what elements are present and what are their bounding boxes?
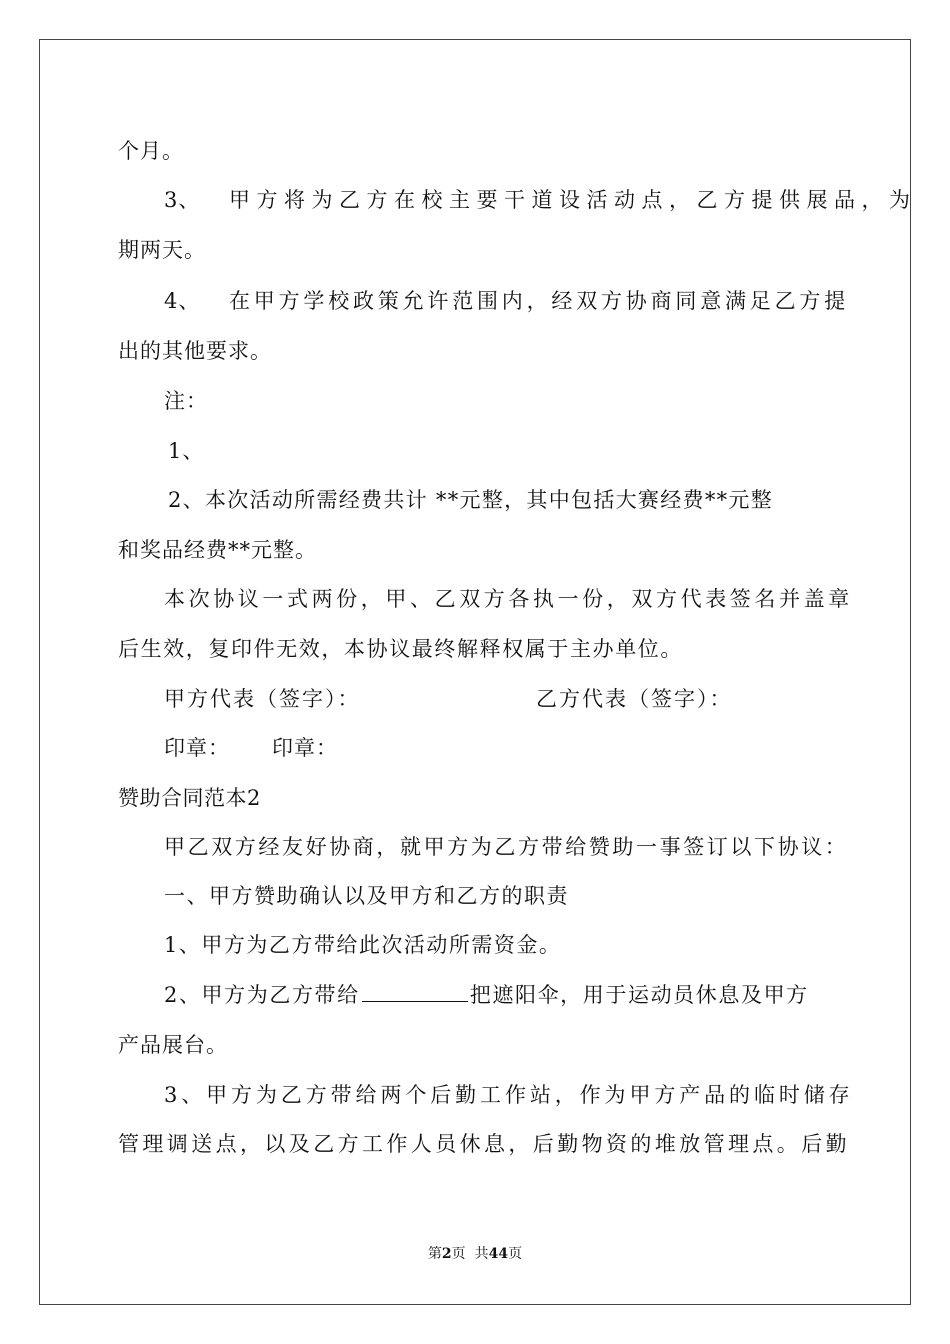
item-4-number: 4、 — [164, 289, 201, 313]
intro-paragraph: 甲乙双方经友好协商，就甲方为乙方带给赞助一事签订以下协议： — [164, 835, 849, 859]
item-4-text: 在甲方学校政策允许范围内，经双方协商同意满足乙方提 — [229, 289, 849, 313]
clause-2-suffix: 把遮阳伞，用于运动员休息及甲方 — [469, 983, 809, 1007]
section-title: 赞助合同范本2 — [118, 786, 261, 810]
footer-suffix: 页 — [508, 1246, 523, 1262]
clause-2 — [164, 981, 809, 1009]
clause-1: 1、甲方为乙方带给此次活动所需资金。 — [164, 933, 562, 957]
page-border — [39, 39, 911, 1305]
section-heading-1: 一、甲方赞助确认以及甲方和乙方的职责 — [164, 884, 569, 908]
item-3-number: 3、 — [164, 188, 201, 212]
clause-3: 3、甲方为乙方带给两个后勤工作站，作为甲方产品的临时储存 — [164, 1083, 854, 1107]
fill-in-blank — [362, 981, 468, 1002]
page-footer — [0, 1245, 950, 1263]
note-item-2-continuation: 和奖品经费**元整。 — [118, 538, 317, 562]
item-3-text: 甲方将为乙方在校主要干道设活动点，乙方提供展品，为 — [229, 188, 917, 212]
party-b-seal-label: 印章： — [272, 736, 338, 760]
item-3-continuation: 期两天。 — [118, 238, 206, 262]
agreement-continuation: 后生效，复印件无效，本协议最终解释权属于主办单位。 — [118, 637, 683, 661]
party-a-signature-label: 甲方代表（签字）： — [164, 687, 361, 711]
note-item-1: 1、 — [168, 439, 205, 463]
clause-2-continuation: 产品展台。 — [118, 1033, 228, 1057]
footer-prefix: 第 — [427, 1246, 442, 1262]
footer-mid: 页 共 — [451, 1246, 489, 1262]
paragraph-continuation: 个月。 — [118, 139, 184, 163]
note-item-2: 2、本次活动所需经费共计 **元整，其中包括大赛经费**元整 — [168, 488, 774, 512]
item-4-continuation: 出的其他要求。 — [118, 339, 272, 363]
party-b-signature-label: 乙方代表（签字）： — [536, 687, 733, 711]
clause-2-prefix: 2、甲方为乙方带给 — [164, 983, 360, 1007]
note-heading: 注： — [164, 389, 208, 413]
total-pages-number: 44 — [488, 1246, 509, 1262]
agreement-paragraph: 本次协议一式两份，甲、乙双方各执一份，双方代表签名并盖章 — [164, 587, 853, 611]
clause-3-continuation: 管理调送点，以及乙方工作人员休息，后勤物资的堆放管理点。后勤 — [118, 1132, 850, 1156]
party-a-seal-label: 印章： — [164, 736, 230, 760]
current-page-number: 2 — [441, 1246, 452, 1262]
